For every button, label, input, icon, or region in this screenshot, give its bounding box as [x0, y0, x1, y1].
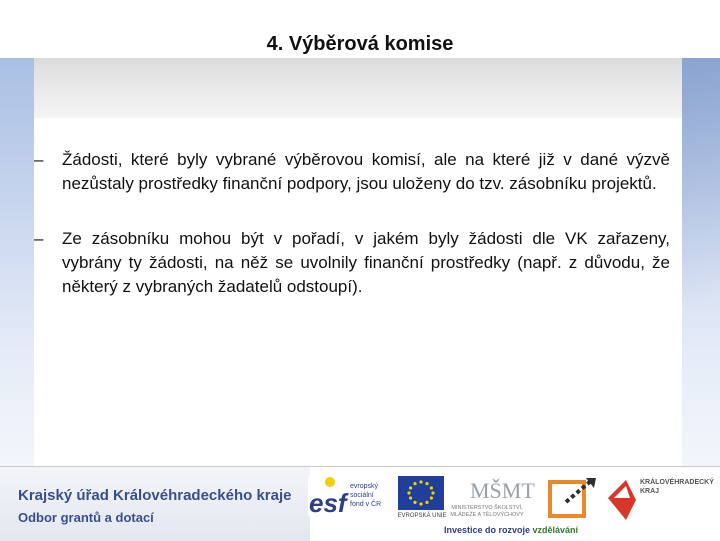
- bullet-text: Žádosti, které byly vybrané výběrovou komisí, ale na které již v dané výzvě nezůstaly prostředky finanční podpory, jsou uloženy do tzv. zásobníku projektů.: [62, 150, 670, 193]
- office-name: Krajský úřad Královéhradeckého kraje: [18, 487, 292, 504]
- bullet-text: Ze zásobníku mohou být v pořadí, v jakém byly žádosti dle VK zařazeny, vybrány ty žádosti, na něž se uvolnily finanční prostředky (např. z důvodu, že některý z vybraných žadatelů odstoupí).: [62, 229, 670, 296]
- background-left-stripe: [0, 58, 34, 468]
- slide-title: 4. Výběrová komise: [266, 33, 454, 55]
- esf-mark: esf: [309, 488, 347, 518]
- bullet-marker: –: [34, 150, 44, 169]
- esf-caption-line: fond v ČR: [350, 501, 382, 508]
- kraj-logo: [606, 476, 638, 524]
- background-right-stripe: [682, 58, 720, 468]
- msmt-mark: MŠMT: [470, 478, 535, 503]
- esf-caption-line: sociální: [350, 492, 374, 499]
- op-vk-logo: [544, 474, 600, 522]
- bullet-list: [34, 148, 670, 330]
- msmt-caption: MINISTERSTVO ŠKOLSTVÍ, MLÁDEŽE A TĚLOVÝCHOVY: [450, 505, 524, 518]
- office-department: Odbor grantů a dotací: [18, 510, 154, 525]
- kraj-caption: KRÁLOVÉHRADECKÝ KRAJ: [640, 479, 714, 495]
- invest-slogan-accent: vzdělávání: [532, 525, 579, 535]
- bullet-item: [34, 227, 670, 299]
- esf-star-cluster: [325, 477, 335, 487]
- eu-caption: EVROPSKÁ UNIE: [397, 513, 447, 519]
- bullet-marker: –: [34, 229, 44, 248]
- panel-header-band: [34, 58, 682, 118]
- invest-slogan: [444, 525, 578, 535]
- esf-caption-line: evropský: [350, 483, 379, 490]
- footer-office-panel: [0, 467, 310, 541]
- invest-slogan-prefix: Investice do rozvoje: [444, 525, 533, 535]
- bullet-item: [34, 148, 670, 196]
- esf-logo: [308, 474, 392, 520]
